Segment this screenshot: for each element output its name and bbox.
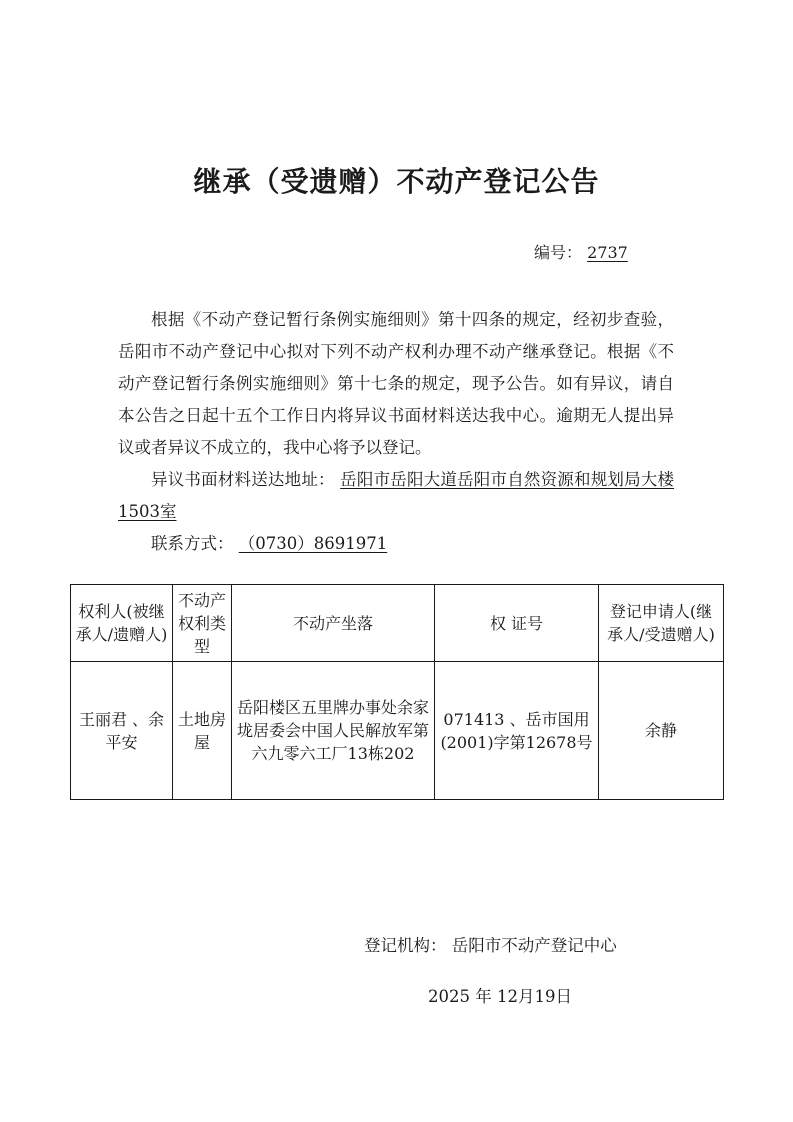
- records-table: [70, 584, 724, 800]
- registration-authority: [364, 932, 617, 956]
- objection-address: [118, 464, 674, 528]
- contact-value: （0730）8691971: [238, 534, 388, 553]
- header-certificate: 权 证号: [435, 585, 599, 662]
- notice-date: 2025 年 12月19日: [428, 987, 572, 1006]
- notice-title: 继承（受遗赠）不动产登记公告: [193, 165, 600, 198]
- notice-body: [118, 304, 674, 560]
- cell-right-type: 土地房屋: [173, 662, 232, 800]
- registration-authority-value: 岳阳市不动产登记中心: [451, 936, 617, 955]
- table-row: [71, 662, 724, 800]
- notice-number: [534, 240, 628, 263]
- cell-holder: 王丽君 、余平安: [71, 662, 173, 800]
- objection-address-value: 岳阳市岳阳大道岳阳市自然资源和规划局大楼1503室: [118, 470, 675, 521]
- contact-label: 联系方式：: [151, 534, 234, 553]
- cell-applicant: 余静: [599, 662, 724, 800]
- registration-authority-label: 登记机构：: [364, 936, 447, 955]
- header-applicant: 登记申请人(继承人/受遗赠人): [599, 585, 724, 662]
- contact-info: [118, 528, 674, 560]
- objection-address-label: 异议书面材料送达地址：: [151, 470, 335, 489]
- header-location: 不动产坐落: [232, 585, 435, 662]
- cell-certificate: 071413 、岳市国用(2001)字第12678号: [435, 662, 599, 800]
- header-holder: 权利人(被继承人/遗赠人): [71, 585, 173, 662]
- cell-location: 岳阳楼区五里牌办事处余家垅居委会中国人民解放军第六九零六工厂13栋202: [232, 662, 435, 800]
- notice-number-label: 编号：: [534, 243, 583, 262]
- table-header-row: [71, 585, 724, 662]
- header-right-type: 不动产权利类型: [173, 585, 232, 662]
- notice-paragraph: 根据《不动产登记暂行条例实施细则》第十四条的规定，经初步查验，岳阳市不动产登记中心拟对下列不动产权利办理不动产继承登记。根据《不动产登记暂行条例实施细则》第十七条的规定，现予公告。如有异议，请自本公告之日起十五个工作日内将异议书面材料送达我中心。逾期无人提出异议或者异议不成立的，我中心将予以登记。: [118, 310, 674, 457]
- notice-number-value: 2737: [587, 243, 628, 262]
